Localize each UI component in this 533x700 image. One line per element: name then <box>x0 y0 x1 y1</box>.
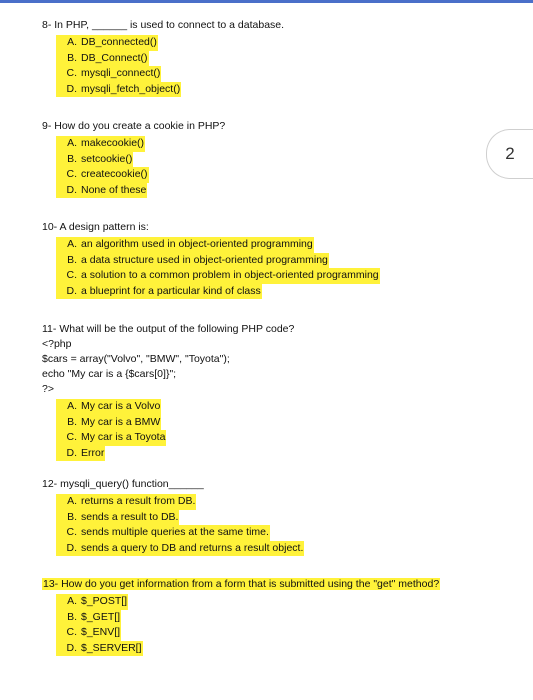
question-stem <box>42 577 482 592</box>
option-letter: D. <box>66 641 77 654</box>
question-block <box>42 577 482 656</box>
option-text: $_SERVER[] <box>81 641 142 654</box>
answer-options <box>42 494 482 556</box>
page-number: 2 <box>505 144 515 163</box>
answer-option <box>42 494 482 510</box>
answer-option <box>42 446 482 462</box>
option-text: returns a result from DB. <box>81 495 196 507</box>
answer-option <box>42 237 482 253</box>
code-line <box>42 352 482 367</box>
answer-option <box>42 594 482 610</box>
stem-text: 10- A design pattern is: <box>42 221 149 233</box>
option-letter: A. <box>67 595 77 607</box>
option-letter: D. <box>66 446 77 459</box>
option-text: $_ENV[] <box>81 626 121 639</box>
stem-text: $cars = array("Volvo", "BMW", "Toyota"); <box>42 353 230 365</box>
option-text: sends a result to DB. <box>81 510 179 523</box>
answer-options <box>42 35 482 97</box>
option-letter: C. <box>66 526 77 539</box>
answer-option <box>42 82 482 98</box>
option-text: mysqli_fetch_object() <box>81 82 181 95</box>
answer-options <box>42 399 482 461</box>
option-text: mysqli_connect() <box>81 67 161 80</box>
option-letter: A. <box>67 400 77 412</box>
answer-option <box>42 625 482 641</box>
question-block <box>42 322 482 461</box>
question-stem <box>42 18 482 33</box>
answer-option <box>42 510 482 526</box>
stem-text: 13- How do you get information from a form that is submitted using the "get" method? <box>43 578 440 590</box>
stem-text: 11- What will be the output of the following PHP code? <box>42 323 295 335</box>
answer-options <box>42 594 482 656</box>
option-letter: B. <box>67 152 77 165</box>
option-text: None of these <box>81 183 147 196</box>
option-text: setcookie() <box>81 152 133 165</box>
option-letter: A. <box>67 495 77 507</box>
answer-option <box>42 399 482 415</box>
stem-text: echo "My car is a {$cars[0]}"; <box>42 368 177 380</box>
option-letter: C. <box>66 431 77 444</box>
option-letter: B. <box>67 51 77 64</box>
option-text: $_POST[] <box>81 595 128 607</box>
page-number-tab <box>486 129 533 179</box>
stem-text: 8- In PHP, ______ is used to connect to a database. <box>42 19 285 31</box>
question-stem <box>42 119 482 134</box>
answer-option <box>42 610 482 626</box>
option-letter: D. <box>66 183 77 196</box>
option-letter: D. <box>66 541 77 554</box>
option-text: My car is a Toyota <box>81 431 166 444</box>
stem-text: 12- mysqli_query() function______ <box>42 478 204 490</box>
option-text: a blueprint for a particular kind of class <box>81 284 261 297</box>
option-letter: B. <box>67 510 77 523</box>
stem-text: 9- How do you create a cookie in PHP? <box>42 120 226 132</box>
option-letter: C. <box>66 626 77 639</box>
option-text: a data structure used in object-oriented programming <box>81 253 328 266</box>
option-text: My car is a BMW <box>81 415 161 428</box>
question-stem <box>42 477 482 492</box>
answer-option <box>42 253 482 269</box>
question-block <box>42 18 482 97</box>
answer-options <box>42 136 482 198</box>
option-text: createcookie() <box>81 168 148 181</box>
option-text: DB_connected() <box>81 36 157 48</box>
answer-option <box>42 136 482 152</box>
stem-text: ?> <box>42 383 54 395</box>
answer-option <box>42 35 482 51</box>
answer-option <box>42 51 482 67</box>
option-letter: B. <box>67 610 77 623</box>
option-letter: C. <box>66 269 77 282</box>
option-text: sends multiple queries at the same time. <box>81 526 269 539</box>
option-letter: A. <box>67 137 77 149</box>
answer-option <box>42 415 482 431</box>
answer-option <box>42 525 482 541</box>
option-text: a solution to a common problem in object-oriented programming <box>81 269 379 282</box>
option-letter: C. <box>66 67 77 80</box>
option-text: makecookie() <box>81 137 145 149</box>
option-letter: D. <box>66 82 77 95</box>
option-text: $_GET[] <box>81 610 121 623</box>
question-block <box>42 220 482 299</box>
option-text: DB_Connect() <box>81 51 148 64</box>
answer-option <box>42 541 482 557</box>
option-letter: A. <box>67 36 77 48</box>
option-letter: A. <box>67 238 77 250</box>
answer-options <box>42 237 482 299</box>
answer-option <box>42 641 482 657</box>
question-stem <box>42 322 482 337</box>
option-text: sends a query to DB and returns a result object. <box>81 541 304 554</box>
code-line <box>42 337 482 352</box>
option-text: an algorithm used in object-oriented programming <box>81 238 313 250</box>
option-text: My car is a Volvo <box>81 400 161 412</box>
answer-option <box>42 284 482 300</box>
option-text: Error <box>81 446 105 459</box>
code-line <box>42 367 482 382</box>
question-stem <box>42 220 482 235</box>
top-accent-bar <box>0 0 533 3</box>
question-block <box>42 119 482 198</box>
option-letter: D. <box>66 284 77 297</box>
answer-option <box>42 430 482 446</box>
code-line <box>42 382 482 397</box>
answer-option <box>42 167 482 183</box>
answer-option <box>42 183 482 199</box>
option-letter: B. <box>67 253 77 266</box>
question-block <box>42 477 482 556</box>
answer-option <box>42 268 482 284</box>
option-letter: C. <box>66 168 77 181</box>
answer-option <box>42 152 482 168</box>
answer-option <box>42 66 482 82</box>
option-letter: B. <box>67 415 77 428</box>
stem-text: <?php <box>42 338 72 350</box>
